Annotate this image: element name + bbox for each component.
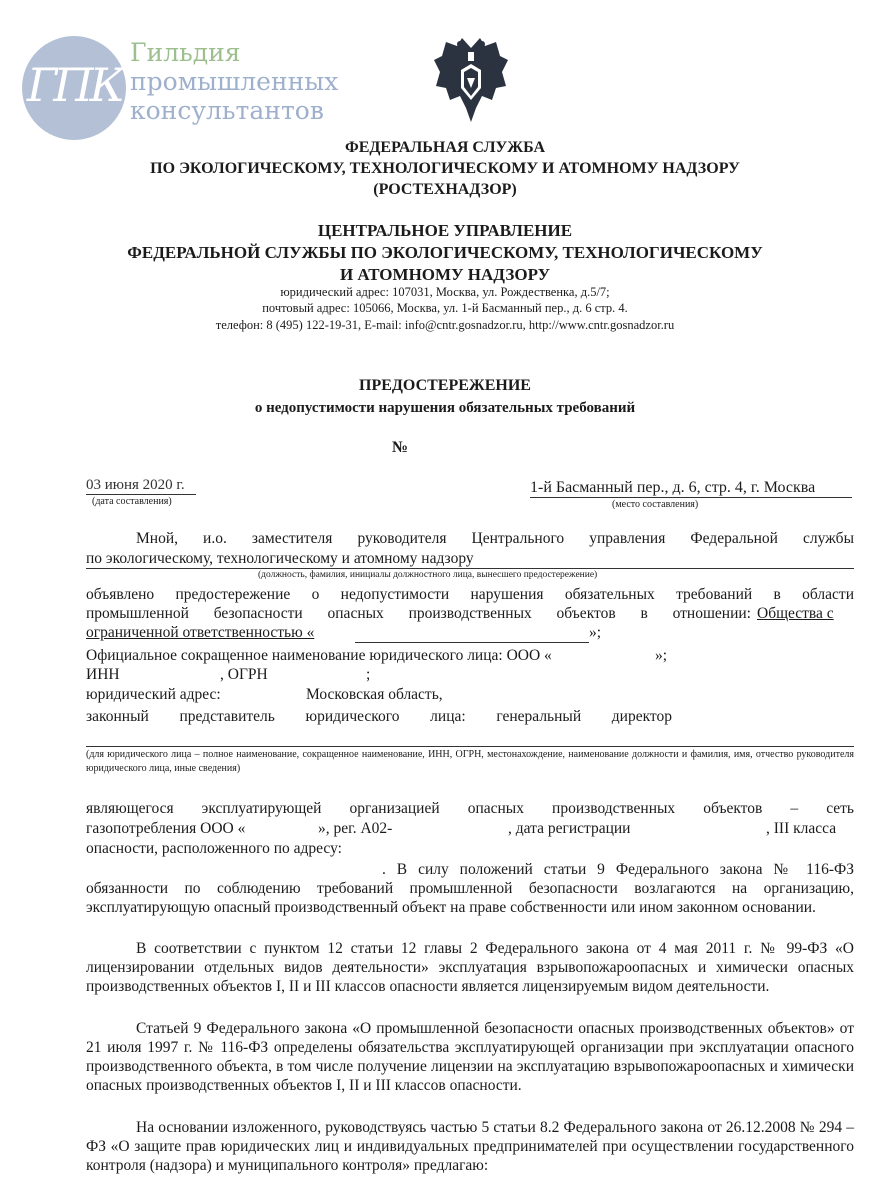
company-name-blank	[355, 642, 589, 643]
document-place: 1-й Басманный пер., д. 6, стр. 4, г. Москва	[530, 479, 816, 496]
body-p1-line-2b: », рег. А02-	[318, 820, 393, 837]
body-paragraph-1: . В силу положений статьи 9 Федерального закона № 116-ФЗ обязанности по соблюдению требований промышленной безопасности возлагаются на организацию, эксплуатирующую опасный производственный объект на праве собственности или ином законном основании.	[86, 861, 854, 916]
department-line-1: ЦЕНТРАЛЬНОЕ УПРАВЛЕНИЕ	[317, 221, 573, 240]
announce-line-2: промышленной безопасности опасных производственных объектов в отношении:	[86, 605, 751, 622]
date-caption: (дата составления)	[92, 496, 172, 507]
logo-line: промышленных	[130, 67, 339, 96]
logo-line: консультантов	[130, 96, 324, 125]
ogrn-label: , ОГРН	[220, 666, 268, 683]
eagle-emblem-icon	[432, 34, 510, 122]
body-p1-line-2c: , дата регистрации	[508, 820, 631, 837]
contacts-line: телефон: 8 (495) 122-19-31, E-mail: info@cntr.gosnadzor.ru, http://www.cntr.gosnadzor.ru	[215, 318, 675, 332]
agency-name-line-1: ФЕДЕРАЛЬНАЯ СЛУЖБА	[345, 139, 545, 156]
agency-name-line-3: (РОСТЕХНАДЗОР)	[373, 181, 517, 198]
legal-address-label: юридический адрес:	[86, 686, 221, 703]
place-caption: (место составления)	[612, 499, 699, 510]
watermark-logo-mark	[22, 36, 126, 140]
representative-line: законный представитель юридического лица: генеральный директор	[86, 708, 672, 725]
legal-address-line: юридический адрес: 107031, Москва, ул. Рождественка, д.5/7;	[280, 285, 610, 299]
company-full-name-start: Общества с	[757, 605, 834, 622]
date-underline	[86, 494, 196, 495]
body-paragraph-3: Статьей 9 Федерального закона «О промышленной безопасности опасных производственных объектов» от 21 июля 1997 г. № 116-ФЗ определены обязательства эксплуатирующей организации при эксплуатации опасного производственного объекта, в том числе получение лицензии на эксплуатацию взрывопожароопасных и химически опасных производственных объектов I, II и III классов опасности.	[86, 1020, 854, 1094]
postal-address-line: почтовый адрес: 105066, Москва, ул. 1-й Басманный пер., д. 6 стр. 4.	[262, 301, 628, 315]
body-paragraph-4: На основании изложенного, руководствуясь частью 5 статьи 8.2 Федерального закона от 26.12.2008 № 294 – ФЗ «О защите прав юридических лиц и индивидуальных предпринимателей при осуществлении государственного контроля (надзора) и муниципального контроля» предлагаю:	[86, 1119, 854, 1174]
body-p1-line-1: являющегося эксплуатирующей организацией опасных производственных объектов – сеть	[86, 800, 854, 817]
inn-label: ИНН	[86, 666, 120, 683]
intro-line-1: Мной, и.о. заместителя руководителя Центрального управления Федеральной службы	[136, 530, 854, 547]
announce-caption: (для юридического лица – полное наименование, сокращенное наименование, ИНН, ОГРН, местонахождение, наименование должности и фамилия, имя, отчество руководителя юридического лица, иные сведения)	[86, 749, 854, 774]
body-p1-line-3: опасности, расположенного по адресу:	[86, 840, 342, 857]
watermark-logo-text	[130, 38, 338, 125]
short-name-line: Официальное сокращенное наименование юридического лица: ООО «	[86, 647, 552, 664]
announce-underline	[86, 746, 854, 747]
document-subtitle: о недопустимости нарушения обязательных требований	[254, 400, 636, 416]
announce-line-1: объявлено предостережение о недопустимости нарушения обязательных требований в области	[86, 586, 854, 603]
short-name-close: »;	[655, 647, 668, 664]
body-p1-line-2a: газопотребления ООО «	[86, 820, 246, 837]
body-paragraph-2: В соответствии с пунктом 12 статьи 12 главы 2 Федерального закона от 4 мая 2011 г. № 99-ФЗ «О лицензировании отдельных видов деятельности» эксплуатация взрывопожароопасных и химически опасных производственных объектов I, II и III классов опасности является лицензируемым видом деятельности.	[86, 940, 854, 995]
inn-line-end: ;	[366, 666, 371, 683]
document-date: 03 июня 2020 г.	[86, 477, 185, 493]
company-name-close: »;	[589, 624, 602, 641]
intro-line-2: по экологическому, технологическому и атомному надзору	[86, 550, 474, 567]
company-full-name-end: ограниченной ответственностью «	[86, 624, 315, 641]
intro-caption: (должность, фамилия, инициалы должностного лица, вынесшего предостережение)	[258, 570, 598, 580]
body-p1-line-2d: , III класса	[766, 820, 837, 837]
logo-monogram: ГПК	[26, 58, 122, 112]
agency-name-line-2: ПО ЭКОЛОГИЧЕСКОМУ, ТЕХНОЛОГИЧЕСКОМУ И АТОМНОМУ НАДЗОРУ	[150, 160, 740, 177]
document-title: ПРЕДОСТЕРЕЖЕНИЕ	[359, 377, 531, 394]
logo-line: Гильдия	[130, 38, 241, 67]
legal-address-value: Московская область,	[306, 686, 443, 703]
department-line-2: ФЕДЕРАЛЬНОЙ СЛУЖБЫ ПО ЭКОЛОГИЧЕСКОМУ, ТЕХНОЛОГИЧЕСКОМУ	[127, 243, 763, 262]
place-underline	[530, 497, 852, 498]
watermark-logo	[22, 36, 362, 140]
department-line-3: И АТОМНОМУ НАДЗОРУ	[339, 265, 551, 284]
document-number: №	[391, 439, 409, 456]
intro-underline	[86, 568, 854, 569]
